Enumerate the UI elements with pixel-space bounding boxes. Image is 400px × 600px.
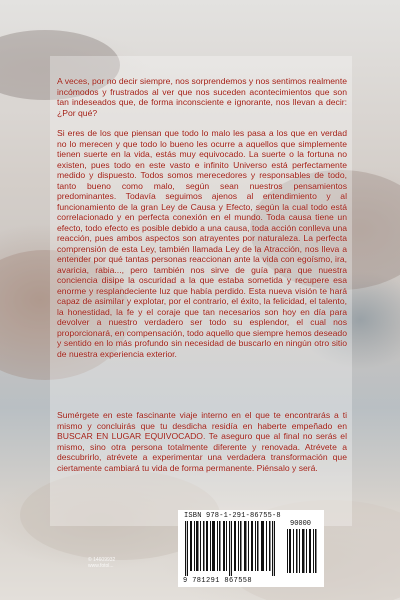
- isbn-barcode: [178, 510, 324, 587]
- watermark-line-2: www.fotol...: [88, 563, 114, 569]
- synopsis-paragraph-3: Sumérgete en este fascinante viaje interno en el que te encontrarás a ti mismo y concluirás que tu desdicha residía en haberte empeñado en BUSCAR EN LUGAR EQUIVOCADO. Te aseguro que al final no serás el mismo, sino otra persona totalmente diferente y renovada. Atrévete a descubrirlo, atrévete a experimentar una verdadera transformación que ciertamente cambiará tu vida de forma permanente. Piénsalo y será.: [57, 410, 347, 473]
- watermark-line-1: © 14609932: [88, 557, 116, 563]
- synopsis-paragraph-2: Si eres de los que piensan que todo lo malo les pasa a los que en verdad no lo merecen y que todo lo bueno les ocurre a aquellos que simplemente tienen suerte en la vida, estás muy equivocado. La suerte o la fortuna no existen, pues todo en este vasto e infinito Universo está perfectamente medido y dispuesto. Todos somos merecedores y responsables de todo, tanto bueno como malo, según sean nuestros pensamientos predominantes. Todavía seguimos ajenos al entendimiento y al funcionamiento de la gran Ley de Causa y Efecto, según la cual todo está correlacionado y en perfecta conexión en el mundo. Toda causa tiene un efecto, todo efecto es posible debido a una causa, toda acción conlleva una reacción, pues ambos aspectos son atrayentes por naturaleza. La perfecta comprensión de esta Ley, también llamada Ley de la Atracción, nos lleva a entender por qué tantas personas reaccionan ante la vida con egoísmo, ira, avaricia, rabia..., pero también nos sirve de guía para que nuestra conciencia disipe la oscuridad a la que estaba sometida y recupere esa enorme y resplandeciente luz que había perdido. Esta nueva visión te hará capaz de asimilar y explotar, por el contrario, el éxito, la felicidad, el talento, la honestidad, la fe y el coraje que tan necesarios son hoy en día para devolver a nuestro verdadero ser todo su esplendor, el cual nos proporcionará, en compensación, todo aquello que siempre hemos deseado y sentido en lo más profundo sin necesidad de buscarlo en ningún otro sitio de nuestra experiencia exterior.: [57, 128, 347, 359]
- isbn-label: ISBN 978-1-291-86755-8: [184, 512, 281, 520]
- barcode-bars-graphic: [183, 521, 319, 576]
- isbn-add-on-code: 90000: [290, 520, 312, 528]
- barcode-digits: 9 781291 867558: [183, 577, 253, 585]
- synopsis-paragraph-1: A veces, por no decir siempre, nos sorprendemos y nos sentimos realmente incómodos y frustrados al ver que nos suceden acontecimientos que son tan indeseados que, de forma inconsciente e ignorante, nos llevan a decir: ¿Por qué?: [57, 76, 347, 118]
- barcode-icon: [183, 521, 319, 576]
- photo-credit-watermark: [88, 557, 115, 569]
